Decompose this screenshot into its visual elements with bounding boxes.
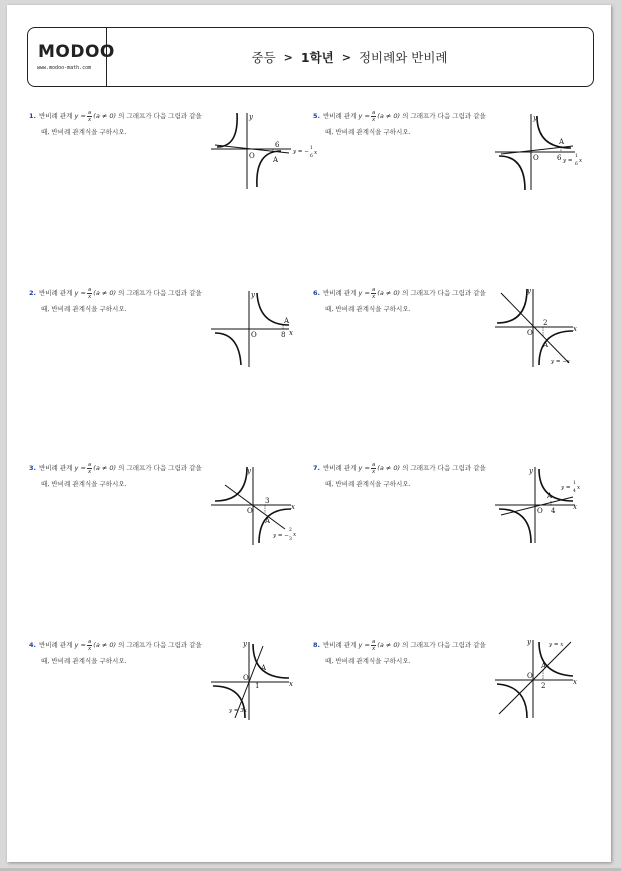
question-prefix: 반비례 관계: [323, 289, 357, 297]
problem-line-1: [29, 108, 214, 124]
line-equation: y = −: [273, 533, 289, 539]
point-label: A: [547, 492, 553, 500]
line-frac-den: 4: [573, 489, 576, 494]
graph-1: [209, 107, 318, 192]
problem-7: [313, 460, 498, 492]
point-label: A: [284, 317, 290, 325]
y-axis-label: y: [527, 638, 531, 646]
problem-line-2: 때, 반비례 관계식을 구하시오.: [325, 657, 411, 665]
graph-4: [209, 638, 299, 723]
graph-2: [209, 285, 299, 370]
line-equation: y = −x: [551, 359, 570, 365]
question-condition: (a ≠ 0): [93, 289, 117, 297]
origin-label: O: [243, 674, 249, 682]
question-suffix: 의 그래프가 다음 그림과 같을: [118, 112, 202, 120]
question-eq: y =: [74, 464, 86, 472]
question-condition: (a ≠ 0): [377, 112, 401, 120]
logo: [28, 28, 115, 86]
problem-number: 3.: [29, 464, 36, 472]
problem-line-1: [29, 637, 214, 653]
problem-line-2: 때, 반비례 관계식을 구하시오.: [325, 480, 411, 488]
worksheet-header: [27, 27, 594, 87]
question-condition: (a ≠ 0): [377, 464, 401, 472]
fraction-numerator: a: [87, 286, 92, 293]
line-equation: y = −: [293, 149, 309, 155]
line-frac-num: 1: [575, 154, 578, 159]
tick-label: 3: [265, 497, 270, 505]
problem-number: 6.: [313, 289, 320, 297]
fraction-numerator: a: [87, 461, 92, 468]
line-var: x: [577, 485, 581, 491]
problem-line-2: 때, 반비례 관계식을 구하시오.: [325, 128, 411, 136]
point-label: A: [261, 664, 267, 672]
problem-line-1: [29, 460, 214, 476]
question-fraction: [87, 462, 92, 475]
problem-line-2: 때, 반비례 관계식을 구하시오.: [41, 305, 127, 313]
line-var: x: [293, 532, 297, 538]
tick-label: 8: [281, 331, 286, 339]
question-prefix: 반비례 관계: [39, 112, 73, 120]
question-suffix: 의 그래프가 다음 그림과 같을: [402, 289, 486, 297]
question-eq: y =: [74, 641, 86, 649]
line-frac-den: 6: [310, 154, 313, 159]
line-var: x: [579, 158, 583, 164]
question-fraction: [371, 462, 376, 475]
chevron-right-icon: >: [283, 50, 293, 64]
question-eq: y =: [358, 641, 370, 649]
tick-label: 6: [275, 141, 280, 149]
question-eq: y =: [358, 464, 370, 472]
x-axis-label: x: [289, 329, 293, 337]
y-axis-label: y: [529, 467, 533, 475]
fraction-denominator: x: [87, 116, 92, 123]
problem-number: 2.: [29, 289, 36, 297]
problem-line-1: [313, 285, 498, 301]
tick-label: 2: [543, 319, 548, 327]
fraction-numerator: a: [371, 638, 376, 645]
origin-label: O: [249, 152, 255, 160]
problem-line-1: [313, 637, 498, 653]
line-frac-num: 2: [289, 528, 292, 533]
y-axis-label: y: [527, 287, 531, 295]
problem-line-1: [313, 460, 498, 476]
fraction-denominator: x: [371, 116, 376, 123]
fraction-numerator: a: [371, 461, 376, 468]
point-label: A: [273, 156, 279, 164]
tick-label: 2: [541, 682, 546, 690]
origin-label: O: [533, 154, 539, 162]
question-fraction: [371, 287, 376, 300]
worksheet-page: [7, 5, 611, 862]
question-prefix: 반비례 관계: [323, 641, 357, 649]
tick-label: 4: [551, 507, 556, 515]
question-suffix: 의 그래프가 다음 그림과 같을: [402, 464, 486, 472]
fraction-numerator: a: [371, 286, 376, 293]
tick-label: 6: [557, 154, 562, 162]
problem-5: [313, 108, 498, 140]
logo-wordmark: MODOO: [38, 42, 115, 62]
question-fraction: [87, 110, 92, 123]
crumb-level: 중등: [251, 50, 276, 65]
x-axis-label: x: [573, 325, 577, 333]
problem-6: [313, 285, 498, 317]
question-suffix: 의 그래프가 다음 그림과 같을: [118, 289, 202, 297]
question-prefix: 반비례 관계: [39, 289, 73, 297]
x-axis-label: x: [573, 678, 577, 686]
origin-label: O: [251, 331, 257, 339]
question-condition: (a ≠ 0): [377, 289, 401, 297]
y-axis-label: y: [533, 114, 537, 122]
problem-number: 7.: [313, 464, 320, 472]
graph-8: [493, 638, 583, 723]
line-equation: y =: [561, 485, 571, 491]
question-eq: y =: [358, 289, 370, 297]
problem-line-2: 때, 반비례 관계식을 구하시오.: [41, 128, 127, 136]
x-axis-label: x: [291, 503, 295, 511]
fraction-denominator: x: [371, 468, 376, 475]
line-frac-den: 3: [289, 537, 292, 542]
problem-3: [29, 460, 214, 492]
fraction-numerator: a: [87, 638, 92, 645]
line-equation: y =: [563, 158, 573, 164]
line-equation: y = x: [549, 642, 564, 648]
y-axis-label: y: [249, 113, 253, 121]
y-axis-label: y: [247, 467, 251, 475]
chevron-right-icon: >: [341, 50, 351, 64]
problem-line-2: 때, 반비례 관계식을 구하시오.: [41, 657, 127, 665]
question-fraction: [87, 287, 92, 300]
question-condition: (a ≠ 0): [93, 641, 117, 649]
question-suffix: 의 그래프가 다음 그림과 같을: [118, 641, 202, 649]
question-suffix: 의 그래프가 다음 그림과 같을: [402, 641, 486, 649]
fraction-numerator: a: [87, 109, 92, 116]
graph-5: [493, 110, 593, 195]
problem-number: 5.: [313, 112, 320, 120]
problem-number: 1.: [29, 112, 36, 120]
graph-3: [209, 463, 309, 548]
line-var: x: [314, 150, 318, 156]
point-label: A: [265, 517, 271, 525]
point-label: A: [543, 341, 549, 349]
problem-number: 4.: [29, 641, 36, 649]
fraction-denominator: x: [371, 645, 376, 652]
crumb-grade: 1학년: [300, 50, 334, 65]
problem-line-1: [313, 108, 498, 124]
point-label: A: [541, 662, 547, 670]
question-prefix: 반비례 관계: [39, 464, 73, 472]
line-frac-num: 1: [573, 481, 576, 486]
question-fraction: [87, 639, 92, 652]
fraction-numerator: a: [371, 109, 376, 116]
line-frac-den: 6: [575, 162, 578, 167]
fraction-denominator: x: [87, 645, 92, 652]
question-fraction: [371, 110, 376, 123]
y-axis-label: y: [251, 291, 255, 299]
graph-7: [493, 463, 593, 548]
question-prefix: 반비례 관계: [323, 112, 357, 120]
breadcrumb: [106, 28, 593, 86]
question-eq: y =: [358, 112, 370, 120]
question-suffix: 의 그래프가 다음 그림과 같을: [402, 112, 486, 120]
origin-label: O: [537, 507, 543, 515]
question-condition: (a ≠ 0): [93, 112, 117, 120]
origin-label: O: [527, 329, 533, 337]
problem-8: [313, 637, 498, 669]
x-axis-label: x: [289, 680, 293, 688]
line-frac-num: 1: [310, 146, 313, 151]
question-suffix: 의 그래프가 다음 그림과 같을: [118, 464, 202, 472]
question-prefix: 반비례 관계: [323, 464, 357, 472]
question-prefix: 반비례 관계: [39, 641, 73, 649]
tick-label: 1: [255, 682, 260, 690]
point-label: A: [559, 138, 565, 146]
x-axis-label: x: [573, 503, 577, 511]
fraction-denominator: x: [371, 293, 376, 300]
problem-1: [29, 108, 214, 140]
problem-4: [29, 637, 214, 669]
question-eq: y =: [74, 112, 86, 120]
origin-label: O: [247, 507, 253, 515]
crumb-topic: 정비례와 반비례: [358, 50, 448, 65]
question-eq: y =: [74, 289, 86, 297]
problem-2: [29, 285, 214, 317]
problem-line-2: 때, 반비례 관계식을 구하시오.: [41, 480, 127, 488]
question-fraction: [371, 639, 376, 652]
fraction-denominator: x: [87, 468, 92, 475]
problem-line-1: [29, 285, 214, 301]
graph-6: [493, 287, 583, 372]
question-condition: (a ≠ 0): [377, 641, 401, 649]
problem-line-2: 때, 반비례 관계식을 구하시오.: [325, 305, 411, 313]
fraction-denominator: x: [87, 293, 92, 300]
origin-label: O: [527, 672, 533, 680]
question-condition: (a ≠ 0): [93, 464, 117, 472]
line-equation: y = 3x: [229, 708, 247, 714]
logo-url: www.modoo-math.com: [37, 65, 92, 71]
y-axis-label: y: [243, 640, 247, 648]
problem-number: 8.: [313, 641, 320, 649]
